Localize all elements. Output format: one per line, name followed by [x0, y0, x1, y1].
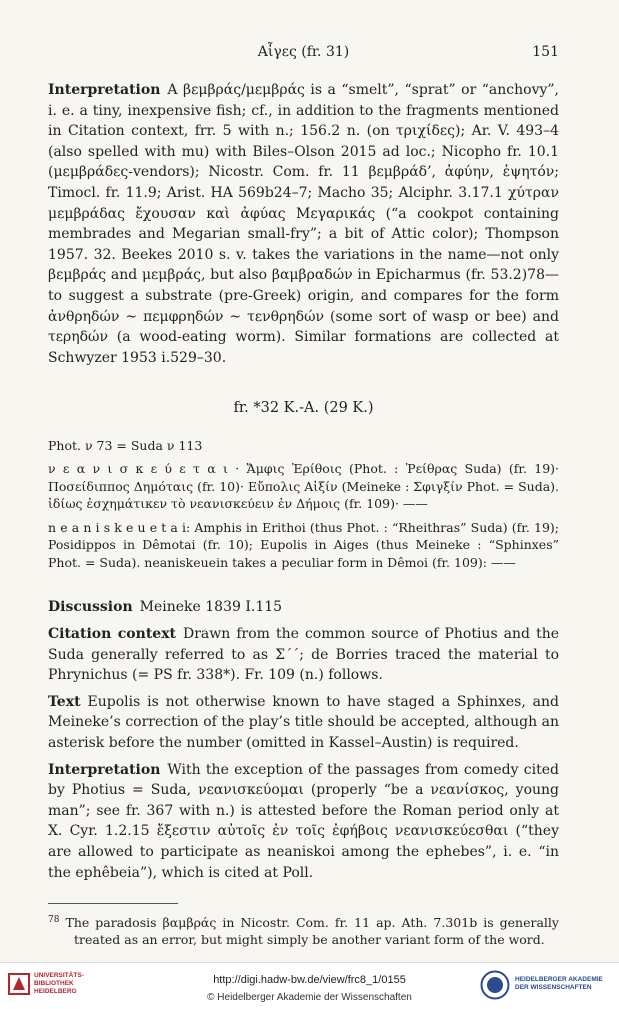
translation-block: n e a n i s k e u e t a i: Amphis in Erithoi (thus Phot. : “Rheithras” Suda) (fr. 19); Posidippos in Dêmotai (fr. 10); Eupolis in Aiges (thus Meineke : “Sphinxes” Phot. = Suda). neaniskeuein takes a peculiar form in Dêmoi (fr. 109): ——	[48, 519, 559, 570]
fragment-heading: fr. *32 K.-A. (29 K.)	[233, 400, 374, 417]
academy-name: HEIDELBERGER AKADEMIE DER WISSENSCHAFTEN	[515, 976, 603, 991]
document-url-link[interactable]: http://digi.hadw-bw.de/view/frc8_1/0155	[213, 974, 406, 986]
academy-seal-icon[interactable]	[480, 970, 510, 1000]
copyright-notice: © Heidelberger Akademie der Wissenschaften	[207, 992, 412, 1003]
footnote-rule	[48, 903, 178, 904]
section-label: Interpretation	[48, 82, 161, 98]
footnote-text: The paradosis βαμβράς in Nicostr. Com. fr. 11 ap. Ath. 7.301b is generally treated as an error, but might simply be another variant form of the word.	[65, 915, 559, 948]
section-label: Text	[48, 693, 81, 710]
greek-text-block: ν ε α ν ι σ κ ε ύ ε τ α ι · Ἄμφις Ἐρίθοις (Phot. : Ῥείθρας Suda) (fr. 19)· Ποσείδιππος Δημόταις (fr. 10)· Εὔπολις Αἰξίν (Meineke : Σφιγξίν Phot. = Suda). ἰδίως ἐσχημάτικεν τὸ νεανισκεύειν ἐν Δήμοις (fr. 109)· ——	[48, 461, 559, 512]
interpretation-paragraph-1	[48, 80, 559, 368]
viewer-footer	[0, 962, 619, 1009]
section-label: Discussion	[48, 599, 133, 616]
text-paragraph: Text Eupolis is not otherwise known to have staged a Sphinxes, and Meineke’s correction of the play’s title should be accepted, although an asterisk before the number (omitted in Kassel–Austin) is required.	[48, 693, 559, 751]
footnote-number: 78	[48, 915, 60, 926]
running-head: Αἶγες (fr. 31)	[257, 44, 350, 60]
paragraph-text: A βεμβράς/μεμβράς is a “smelt”, “sprat” or “anchovy”, i. e. a tiny, inexpensive fish; cf., in addition to the fragments mentioned in Citation context, frr. 5 with n.; 156.2 n. (on τριχίδες); Ar. V. 493–4 (also spelled with mu) with Biles–Olson 2015 ad loc.; Nicopho fr. 10.1 (μεμβράδες-vendors); Nicostr. Com. fr. 11 βεμβράδ’, ἀφύην, ἑψητόν; Timocl. fr. 11.9; Arist. HA 569b24–7; Macho 35; Alciphr. 3.17.1 χύτραν μεμβράδας ἔχουσαν καὶ ἀφύας Μεγαρικάς (“a cookpot containing membrades and Megarian small-fry”; a bit of Attic color); Thompson 1957. 32. Beekes 2010 s. v. takes the variations in the name—not only βεμβράς and μεμβράς, but also βαμβραδών in Epicharmus (fr. 53.2)78—to suggest a substrate (pre-Greek) origin, and compares for the form ἀνθρηδών ~ πεμφρηδών ~ τενθρηδών (some sort of wasp or bee) and τερηδών (a wood-eating worm). Similar formations are collected at Schwyzer 1953 i.529–30.	[48, 82, 559, 366]
discussion-line: Discussion Meineke 1839 I.115	[48, 599, 283, 616]
page-body	[48, 80, 559, 948]
source-reference: Phot. ν 73 = Suda ν 113	[48, 437, 203, 453]
page-number: 151	[532, 44, 559, 60]
interpretation-paragraph-2: Interpretation With the exception of the passages from comedy cited by Photius = Suda, νεανισκεύομαι (properly “be a νεανίσκος, young man”; see fr. 367 with n.) is attested before the Roman period only at X. Cyr. 1.2.15 ἔξεστιν αὐτοῖς ἐν τοῖς ἐφήβοις νεανισκεύεσθαι (“they are allowed to participate as neaniskoi among the ephebes”, i. e. “in the ephêbeia”), which is cited at Poll.	[48, 761, 559, 881]
university-library-name: UNIVERSITÄTS- BIBLIOTHEK HEIDELBERG	[34, 972, 84, 995]
footnote	[48, 912, 559, 948]
section-label: Interpretation	[48, 761, 161, 778]
section-label: Citation context	[48, 626, 177, 642]
page-header	[48, 44, 559, 64]
citation-context-paragraph: Citation context Drawn from the common source of Photius and the Suda generally referred to as Σ´´; de Borries traced the material to Phrynichus (= PS fr. 338*). Fr. 109 (n.) follows.	[48, 626, 559, 684]
